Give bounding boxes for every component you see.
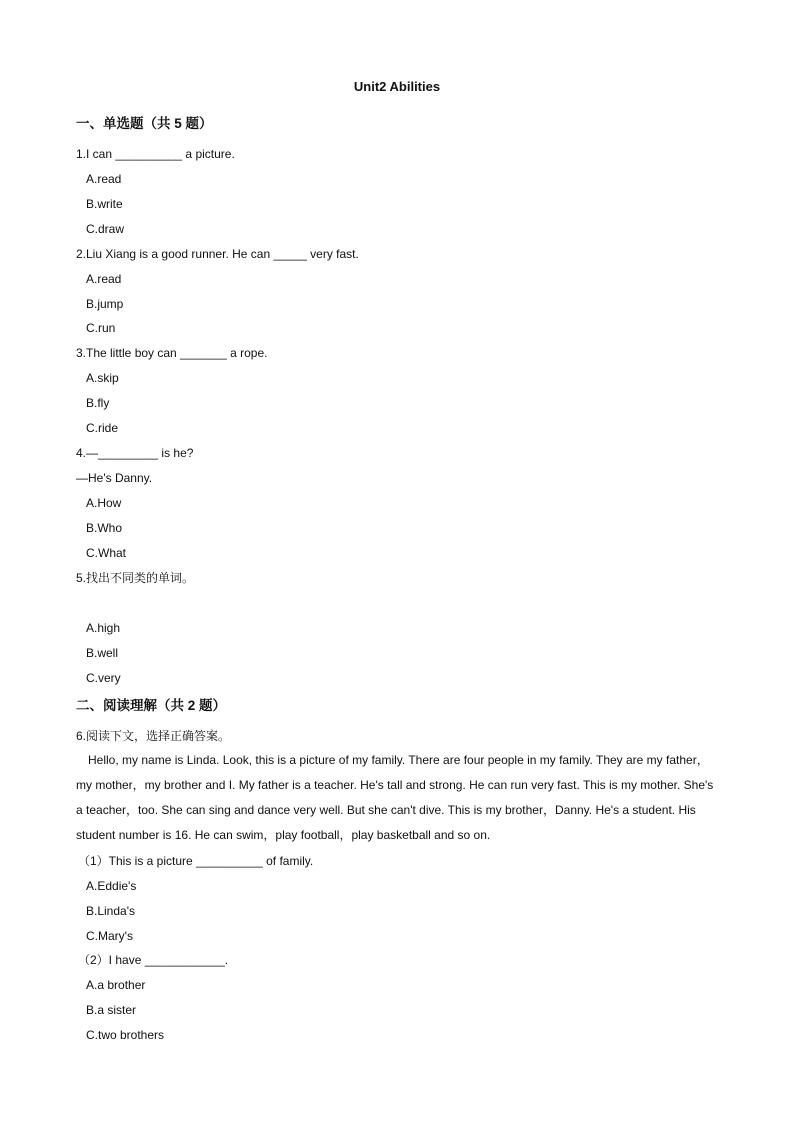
question-6-stem: 6.阅读下文，选择正确答案。 (76, 729, 231, 743)
question-2-option-a: A.read (86, 272, 122, 286)
question-4-option-a: A.How (86, 496, 122, 510)
question-6-2-option-a: A.a brother (86, 978, 146, 992)
question-3-option-a: A.skip (86, 371, 119, 385)
question-3-option-b: B.fly (86, 396, 110, 410)
question-5-option-c: C.very (86, 671, 121, 685)
section-heading-reading: 二、阅读理解（共 2 题） (76, 698, 227, 713)
question-3-option-c: C.ride (86, 421, 119, 435)
reading-passage: Hello, my name is Linda. Look, this is a picture of my family. There are four people in my family. They are my father，my mother，my brother and I. My father is a teacher. He's tall and strong. He can run very fast. This is my mother. She's a teacher，too. She can sing and dance very well. But she can't dive. This is my brother，Danny. He's a student. His student number is 16. He can swim，play football，play basketball and so on. (76, 753, 714, 842)
question-2-option-c: C.run (86, 321, 116, 335)
question-5-stem: 5.找出不同类的单词。 (76, 571, 195, 585)
question-1-option-b: B.write (86, 197, 123, 211)
question-6-1-option-a: A.Eddie's (86, 879, 137, 893)
question-4-option-c: C.What (86, 546, 127, 560)
question-6-1-option-c: C.Mary's (86, 929, 133, 943)
question-6-1-option-b: B.Linda's (86, 904, 135, 918)
question-2-option-b: B.jump (86, 297, 124, 311)
question-1-option-a: A.read (86, 172, 122, 186)
question-3-stem: 3.The little boy can _______ a rope. (76, 346, 268, 360)
question-2-stem: 2.Liu Xiang is a good runner. He can _____ very fast. (76, 247, 359, 261)
question-4-answer-line: —He's Danny. (76, 471, 153, 485)
question-4-option-b: B.Who (86, 521, 123, 535)
question-1-stem: 1.I can __________ a picture. (76, 147, 235, 161)
question-6-2-option-c: C.two brothers (86, 1028, 165, 1042)
question-6-2-stem: （2）I have ____________. (78, 953, 229, 967)
question-5-option-b: B.well (86, 646, 119, 660)
page-title: Unit2 Abilities (353, 79, 441, 94)
question-6-2-option-b: B.a sister (86, 1003, 137, 1017)
question-5-option-a: A.high (86, 621, 121, 635)
question-4-stem: 4.—_________ is he? (76, 446, 194, 460)
section-heading-single-choice: 一、单选题（共 5 题） (76, 116, 213, 131)
question-1-option-c: C.draw (86, 222, 125, 236)
question-6-1-stem: （1）This is a picture __________ of family. (78, 854, 314, 868)
